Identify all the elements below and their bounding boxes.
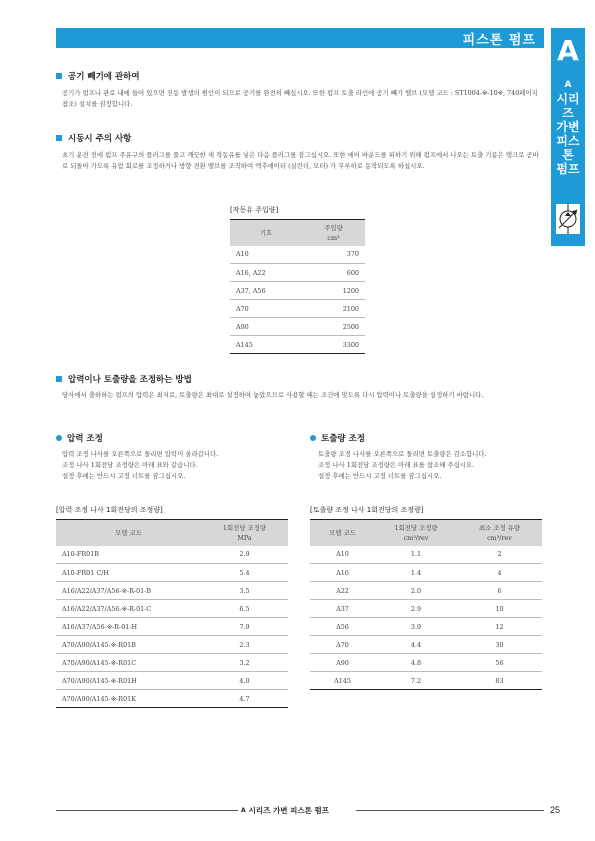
table-row [230,282,365,300]
table-row [56,654,288,672]
table-row [56,546,288,564]
flow-table-header-model: 모델 코드 [310,520,375,546]
table-row [310,600,542,618]
side-tab-line2: 가변 [556,120,580,134]
series-logo-icon: A [564,80,572,90]
table-row [310,672,542,690]
table-row [56,600,288,618]
side-tab-letter: A [557,34,579,67]
side-tab-label [553,78,583,176]
startup-paragraph: 초기 운전 전에 펌프 주유구의 플러그를 풀고 깨끗한 새 작동유를 넣은 다음 플러그를 잠그십시오. 또한 에어 바운드를 피하기 위해 펌프에서 나오는 토출 기름은 탱크로 곧바로 되돌아 가도록 유압 회로를 조정하거나 방향 전환 밸브를 조작하여 액추에이터 (실린더, 모터) 가 무부하로 동작되도록 하십시오. [62,151,539,170]
table-row [230,246,365,264]
table-cell: 4.4 [375,636,457,654]
table-cell: 7.9 [201,618,288,636]
table-cell: A145 [310,672,375,690]
footer-rule-left [56,810,238,811]
table-row [310,654,542,672]
table-cell: 12 [457,618,542,636]
table-cell: A90 [310,654,375,672]
pressure-table-header-amount: 1회전당 조정량 MPa [201,520,288,546]
bullet-dot-icon [56,435,62,441]
table-cell: A145 [230,336,302,354]
flow-table-block [310,505,542,690]
bullet-square-icon [56,376,62,382]
pressure-table-header-model: 모델 코드 [56,520,201,546]
table-row [310,618,542,636]
table-row [310,582,542,600]
table-cell: A70 [310,636,375,654]
table-cell: A70/A90/A145-※-R01C [56,654,201,672]
table-cell: 2.9 [201,546,288,564]
flow-adjust-title: 토출량 조정 [310,432,365,444]
table-cell: 1.1 [375,546,457,564]
table-cell: 4 [457,564,542,582]
page-title: 피스톤 펌프 [462,33,536,48]
table-cell: A16/A22/A37/A56-※-R-01-C [56,600,201,618]
bullet-dot-icon [310,435,316,441]
oil-table-header-amount: 주입량 cm³ [302,220,365,246]
table-cell: 4.0 [201,672,288,690]
table-cell: 5.4 [201,564,288,582]
oil-fill-table-block [230,205,365,354]
pressure-table-block [56,505,288,708]
table-cell: 2 [457,546,542,564]
table-row [230,318,365,336]
section-title-startup: 시동시 주의 사항 [56,132,131,144]
table-cell: 30 [457,636,542,654]
section-title-adjust: 압력이나 토출량을 조정하는 방법 [56,373,192,385]
table-row [56,690,288,708]
header-bar [56,28,544,48]
table-row [56,564,288,582]
table-cell: 2.9 [375,600,457,618]
flow-adjust-text: 토출량 조정 나사를 오른쪽으로 돌리면 토출량은 감소합니다. 조정 나사 1회전당 조정량은 아래 표를 참조해 주십시오. 설정 후에는 반드시 고정 너트를 잠그십시오. [318,450,487,480]
footer-label: A 시리즈 가변 피스톤 펌프 [238,805,332,816]
adjust-paragraph: 당사에서 출하하는 펌프의 압력은 최저로, 토출량은 최대로 설정하여 놓았으므로 사용할 때는 조건에 맞도록 다시 압력이나 토출량을 설정하기 바랍니다. [62,391,484,399]
table-row [56,636,288,654]
table-cell: A16 [310,564,375,582]
table-cell: 3.2 [201,654,288,672]
oil-fill-table-caption: [작동유 주입량] [230,206,279,214]
table-cell: A70/A90/A145-※-R01B [56,636,201,654]
table-cell: 83 [457,672,542,690]
table-cell: 1200 [302,282,365,300]
table-cell: A16/A37/A56-※-R-01-H [56,618,201,636]
table-cell: 4.7 [201,690,288,708]
table-cell: 3.5 [201,582,288,600]
table-cell: A22 [310,582,375,600]
footer-rule-right [356,810,544,811]
table-cell: A70/A90/A145-※-R01H [56,672,201,690]
table-cell: 6.5 [201,600,288,618]
table-cell: A16, A22 [230,264,302,282]
pump-symbol-icon [556,204,580,234]
table-cell: 3.9 [375,618,457,636]
table-cell: A56 [310,618,375,636]
page-number: 25 [550,805,561,815]
oil-fill-table [230,219,365,354]
table-cell: 10 [457,600,542,618]
table-cell: A70/A90/A145-※-R01K [56,690,201,708]
series-logo-icon: A [241,807,246,814]
table-cell: A90 [230,318,302,336]
table-row [310,546,542,564]
table-cell: 7.2 [375,672,457,690]
flow-table-caption: [토출량 조정 나사 1회전당의 조정량] [310,506,424,514]
flow-table [310,519,542,690]
table-cell: A70 [230,300,302,318]
bullet-square-icon [56,73,62,79]
table-cell: 1.4 [375,564,457,582]
pressure-adjust-title: 압력 조정 [56,432,103,444]
table-row [230,264,365,282]
table-cell: 600 [302,264,365,282]
table-cell: A10-FR01 C/H [56,564,201,582]
table-row [230,300,365,318]
table-row [56,618,288,636]
side-tab [551,28,585,246]
pressure-table [56,519,288,708]
table-row [56,672,288,690]
pressure-adjust-text: 압력 조정 나사를 오른쪽으로 돌리면 압력이 올라갑니다. 조정 나사 1회전당 조정량은 아래 표와 같습니다. 설정 후에는 반드시 고정 너트를 잠그십시오. [62,450,219,480]
flow-table-header-min: 최소 조정 유량 cm³/rev [457,520,542,546]
bullet-square-icon [56,135,62,141]
air-vent-paragraph: 공기가 펌프나 관로 내에 들어 있으면 진동 발생의 원인이 되므로 공기를 완전히 빼십시오. 또한 펌프 토출 라인에 공기 빼기 밸브 (모델 코드 : ST1004-※-10※, 740페이지 참조) 설치를 권장합니다. [62,89,538,108]
table-cell: 2100 [302,300,365,318]
table-cell: A10 [230,246,302,264]
table-row [310,636,542,654]
table-cell: A10 [310,546,375,564]
oil-table-header-code: 기호 [230,220,302,246]
table-cell: 2.3 [201,636,288,654]
table-row [56,582,288,600]
side-tab-line1: 시리즈 [556,92,580,120]
table-cell: 2500 [302,318,365,336]
table-cell: 3300 [302,336,365,354]
table-row [310,564,542,582]
table-cell: 56 [457,654,542,672]
table-cell: 370 [302,246,365,264]
side-tab-line3: 피스톤 [556,134,580,162]
table-cell: 6 [457,582,542,600]
table-cell: A10-FR01B [56,546,201,564]
table-cell: 4.8 [375,654,457,672]
table-row [230,336,365,354]
section-title-air-vent: 공기 빼기에 관하여 [56,70,140,82]
table-cell: A37, A56 [230,282,302,300]
table-cell: A16/A22/A37/A56-※-R-01-B [56,582,201,600]
flow-table-header-amount: 1회전당 조정량 cm³/rev [375,520,457,546]
table-cell: 2.0 [375,582,457,600]
pressure-table-caption: [압력 조정 나사 1회전당의 조정량] [56,506,163,514]
table-cell: A37 [310,600,375,618]
side-tab-line4: 펌프 [556,162,580,176]
